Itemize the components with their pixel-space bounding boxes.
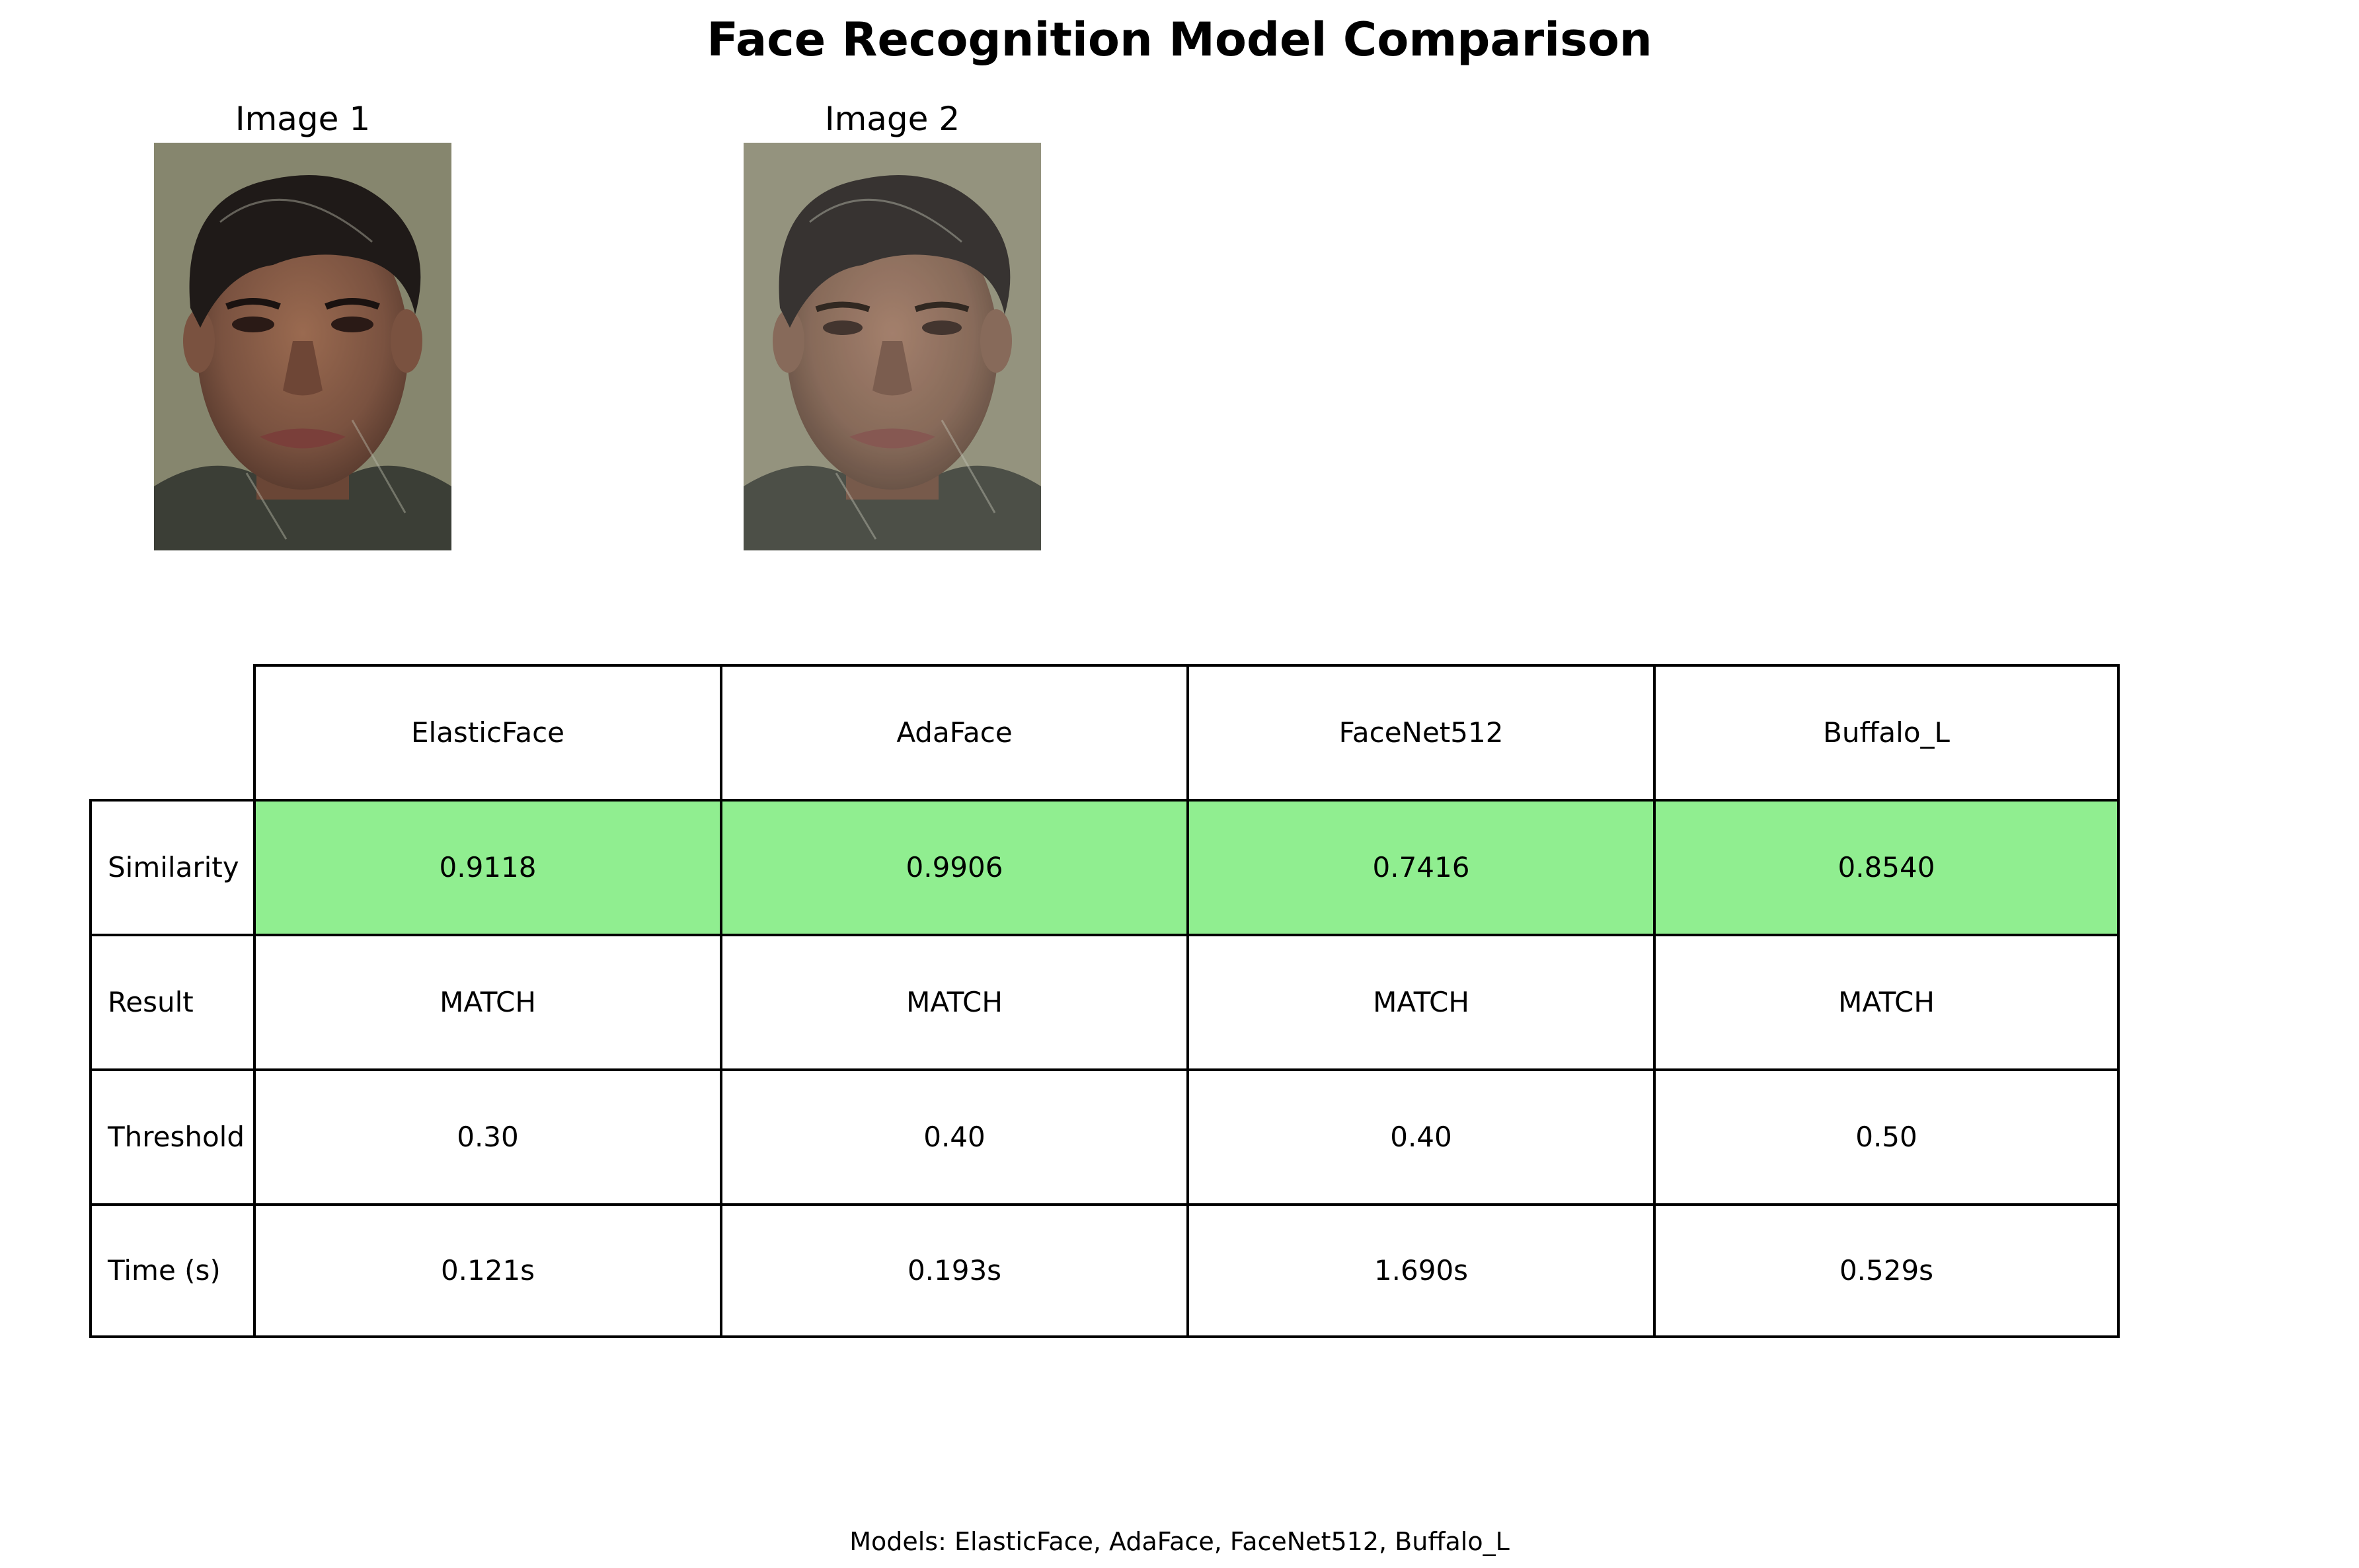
table-cell: 0.40 (720, 1068, 1186, 1203)
table-cell: 0.7416 (1186, 799, 1653, 934)
column-header: FaceNet512 (1186, 664, 1653, 799)
image-panel-1 (154, 99, 451, 550)
column-header: AdaFace (720, 664, 1186, 799)
column-header: ElasticFace (253, 664, 720, 799)
chart-title: Face Recognition Model Comparison (707, 13, 1652, 67)
image-caption-2: Image 2 (824, 100, 960, 138)
face-photo-2 (744, 143, 1041, 550)
image-panel-2 (744, 99, 1041, 550)
face-photo-1 (154, 143, 451, 550)
column-header: Buffalo_L (1653, 664, 2120, 799)
table-cell: 0.193s (720, 1203, 1186, 1338)
table-cell: 0.8540 (1653, 799, 2120, 934)
table-cell: 0.9906 (720, 799, 1186, 934)
table-cell: MATCH (1653, 934, 2120, 1068)
models-footer: Models: ElasticFace, AdaFace, FaceNet512, Buffalo_L (849, 1527, 1510, 1556)
row-label: Time (s) (89, 1203, 253, 1338)
table-cell: 0.40 (1186, 1068, 1653, 1203)
table-cell: 0.121s (253, 1203, 720, 1338)
table-cell: 0.529s (1653, 1203, 2120, 1338)
table-cell: 0.9118 (253, 799, 720, 934)
row-label: Similarity (89, 799, 253, 934)
table-cell: 1.690s (1186, 1203, 1653, 1338)
table-cell: MATCH (720, 934, 1186, 1068)
image-caption-1: Image 1 (235, 100, 371, 138)
table-cell: MATCH (253, 934, 720, 1068)
row-label: Result (89, 934, 253, 1068)
table-cell: 0.30 (253, 1068, 720, 1203)
table-cell: 0.50 (1653, 1068, 2120, 1203)
row-label: Threshold (89, 1068, 253, 1203)
table-cell: MATCH (1186, 934, 1653, 1068)
